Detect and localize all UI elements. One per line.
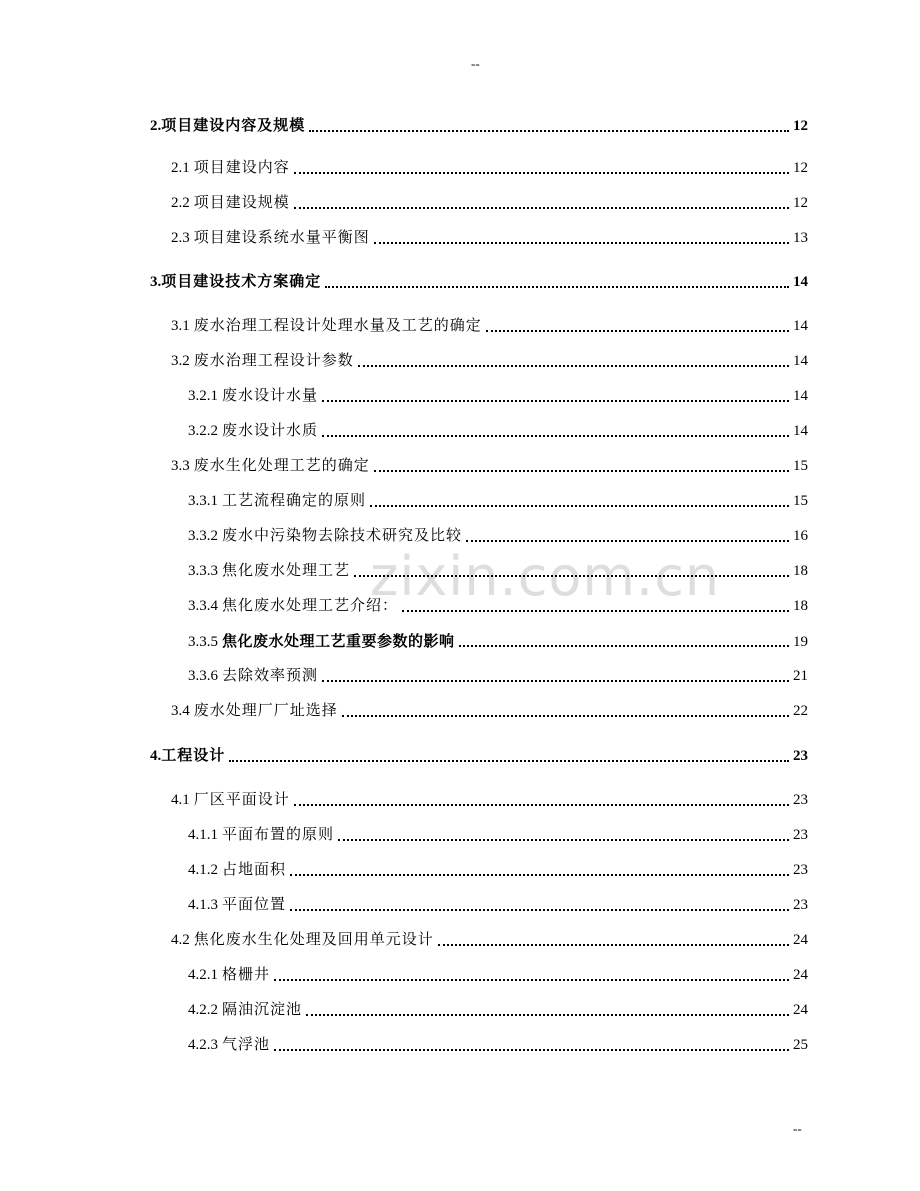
toc-entry[interactable] xyxy=(171,930,808,950)
toc-entry[interactable] xyxy=(188,825,808,845)
toc-entry-title: 焦化废水生化处理及回用单元设计 xyxy=(193,932,434,948)
toc-dot-leader xyxy=(354,575,789,577)
toc-entry-number: 3.2.1 xyxy=(188,388,218,404)
toc-entry-page: 12 xyxy=(793,118,808,134)
toc-entry-page: 25 xyxy=(793,1037,808,1053)
toc-dot-leader xyxy=(294,804,789,806)
toc-entry-number: 3.4 xyxy=(171,703,190,719)
toc-dot-leader xyxy=(290,909,789,911)
toc-entry[interactable] xyxy=(171,701,808,721)
toc-dot-leader xyxy=(306,1014,789,1016)
toc-entry-number: 4.2.2 xyxy=(188,1002,218,1018)
watermark: zixin.com.cn xyxy=(370,545,721,608)
toc-entry[interactable] xyxy=(171,351,808,371)
toc-entry-page: 23 xyxy=(793,862,808,878)
toc-entry-title: 废水处理厂厂址选择 xyxy=(193,703,338,719)
toc-dot-leader xyxy=(322,680,789,682)
toc-entry-number: 4.1.3 xyxy=(188,897,218,913)
toc-dot-leader xyxy=(325,286,789,288)
toc-entry[interactable] xyxy=(171,193,808,213)
toc-entry-page: 15 xyxy=(793,458,808,474)
toc-entry-number: 3.2.2 xyxy=(188,423,218,439)
toc-entry-number: 3.2 xyxy=(171,353,190,369)
toc-entry-title: 焦化废水处理工艺重要参数的影响 xyxy=(222,632,455,650)
toc-dot-leader xyxy=(322,400,789,402)
toc-entry-title: 废水生化处理工艺的确定 xyxy=(193,458,370,474)
toc-entry-page: 18 xyxy=(793,563,808,579)
toc-dot-leader xyxy=(358,365,789,367)
toc-dot-leader xyxy=(466,540,789,542)
toc-entry-title: 废水设计水量 xyxy=(222,388,319,404)
toc-entry-title: 焦化废水处理工艺介绍： xyxy=(222,598,399,614)
toc-entry-number: 3.3 xyxy=(171,458,190,474)
toc-entry-page: 19 xyxy=(793,634,808,650)
toc-dot-leader xyxy=(274,1049,789,1051)
toc-entry[interactable] xyxy=(171,456,808,476)
toc-entry[interactable] xyxy=(188,895,808,915)
toc-entry-page: 24 xyxy=(793,932,808,948)
toc-entry-number: 2.2 xyxy=(171,195,190,211)
toc-entry-number: 3.3.3 xyxy=(188,563,218,579)
toc-dot-leader xyxy=(486,330,789,332)
toc-entry-title: 去除效率预测 xyxy=(222,668,319,684)
toc-entry-title: 工艺流程确定的原则 xyxy=(222,493,367,509)
toc-entry[interactable] xyxy=(150,272,808,292)
toc-entry-number: 3.1 xyxy=(171,318,190,334)
toc-entry-title: 焦化废水处理工艺 xyxy=(222,563,351,579)
toc-entry[interactable] xyxy=(188,1000,808,1020)
toc-dot-leader xyxy=(290,874,789,876)
toc-entry[interactable] xyxy=(188,666,808,686)
toc-entry[interactable] xyxy=(171,316,808,336)
toc-entry[interactable] xyxy=(188,860,808,880)
toc-entry-page: 23 xyxy=(793,897,808,913)
toc-entry-page: 12 xyxy=(793,195,808,211)
toc-entry-page: 14 xyxy=(793,388,808,404)
toc-dot-leader xyxy=(438,944,789,946)
toc-dot-leader xyxy=(274,979,789,981)
toc-entry-title: 气浮池 xyxy=(222,1037,271,1053)
toc-entry[interactable] xyxy=(171,790,808,810)
page-header-mark: -- xyxy=(471,56,480,71)
toc-entry-title: 占地面积 xyxy=(222,862,287,878)
toc-entry-number: 3.3.6 xyxy=(188,668,218,684)
toc-entry[interactable] xyxy=(188,386,808,406)
toc-entry-number: 3.3.4 xyxy=(188,598,218,614)
toc-dot-leader xyxy=(229,760,789,762)
toc-dot-leader xyxy=(294,172,789,174)
toc-entry-page: 23 xyxy=(793,792,808,808)
toc-entry-number: 4.1.2 xyxy=(188,862,218,878)
toc-entry[interactable] xyxy=(171,158,808,178)
toc-entry[interactable] xyxy=(188,965,808,985)
toc-entry-page: 14 xyxy=(793,353,808,369)
toc-entry[interactable] xyxy=(171,228,808,248)
toc-entry-page: 14 xyxy=(793,318,808,334)
toc-dot-leader xyxy=(309,130,789,132)
toc-entry-page: 23 xyxy=(793,827,808,843)
toc-entry-page: 13 xyxy=(793,230,808,246)
toc-entry-title: 厂区平面设计 xyxy=(193,792,290,808)
toc-entry-page: 15 xyxy=(793,493,808,509)
toc-entry-title: 项目建设技术方案确定 xyxy=(161,274,322,290)
toc-dot-leader xyxy=(342,715,789,717)
toc-entry-number: 4.2.3 xyxy=(188,1037,218,1053)
toc-dot-leader xyxy=(338,839,789,841)
toc-entry[interactable] xyxy=(188,526,808,546)
toc-entry-page: 22 xyxy=(793,703,808,719)
toc-entry-number: 2. xyxy=(150,118,162,134)
toc-entry[interactable] xyxy=(150,746,808,766)
toc-entry-title: 项目建设规模 xyxy=(193,195,290,211)
toc-entry-number: 2.1 xyxy=(171,160,190,176)
toc-entry-title: 平面位置 xyxy=(222,897,287,913)
toc-entry[interactable] xyxy=(188,1035,808,1055)
toc-entry[interactable] xyxy=(188,561,808,581)
toc-dot-leader xyxy=(294,207,789,209)
toc-entry-title: 隔油沉淀池 xyxy=(222,1002,303,1018)
toc-entry-page: 24 xyxy=(793,1002,808,1018)
toc-entry-page: 18 xyxy=(793,598,808,614)
toc-entry-number: 2.3 xyxy=(171,230,190,246)
toc-entry-number: 4. xyxy=(150,748,162,764)
toc-entry-title: 废水治理工程设计处理水量及工艺的确定 xyxy=(193,318,482,334)
toc-entry-number: 3. xyxy=(150,274,162,290)
toc-dot-leader xyxy=(370,505,789,507)
toc-dot-leader xyxy=(322,435,789,437)
toc-entry-title: 废水设计水质 xyxy=(222,423,319,439)
toc-entry-title: 项目建设内容及规模 xyxy=(161,118,306,134)
toc-entry-page: 24 xyxy=(793,967,808,983)
toc-entry-title: 项目建设内容 xyxy=(193,160,290,176)
toc-dot-leader xyxy=(374,470,789,472)
toc-entry[interactable] xyxy=(188,491,808,511)
toc-entry-title: 平面布置的原则 xyxy=(222,827,335,843)
toc-entry-number: 4.1 xyxy=(171,792,190,808)
toc-entry-number: 4.2 xyxy=(171,932,190,948)
toc-dot-leader xyxy=(402,610,789,612)
toc-entry-title: 废水治理工程设计参数 xyxy=(193,353,354,369)
toc-entry-number: 3.3.5 xyxy=(188,634,218,650)
toc-entry-title: 废水中污染物去除技术研究及比较 xyxy=(222,528,463,544)
toc-entry[interactable] xyxy=(188,631,808,651)
toc-entry-number: 4.1.1 xyxy=(188,827,218,843)
page-footer-mark: -- xyxy=(793,1121,802,1136)
toc-entry[interactable] xyxy=(150,116,808,136)
toc-entry-title: 格栅井 xyxy=(222,967,271,983)
toc-entry-title: 项目建设系统水量平衡图 xyxy=(193,230,370,246)
toc-entry-page: 12 xyxy=(793,160,808,176)
toc-entry[interactable] xyxy=(188,596,808,616)
toc-dot-leader xyxy=(374,242,789,244)
toc-entry-number: 3.3.1 xyxy=(188,493,218,509)
toc-entry-page: 23 xyxy=(793,748,808,764)
toc-entry-number: 3.3.2 xyxy=(188,528,218,544)
toc-entry-title: 工程设计 xyxy=(161,748,226,764)
toc-entry-page: 14 xyxy=(793,274,808,290)
toc-entry-page: 16 xyxy=(793,528,808,544)
toc-entry-number: 4.2.1 xyxy=(188,967,218,983)
toc-entry[interactable] xyxy=(188,421,808,441)
toc-entry-page: 14 xyxy=(793,423,808,439)
toc-entry-page: 21 xyxy=(793,668,808,684)
toc-dot-leader xyxy=(459,645,789,647)
